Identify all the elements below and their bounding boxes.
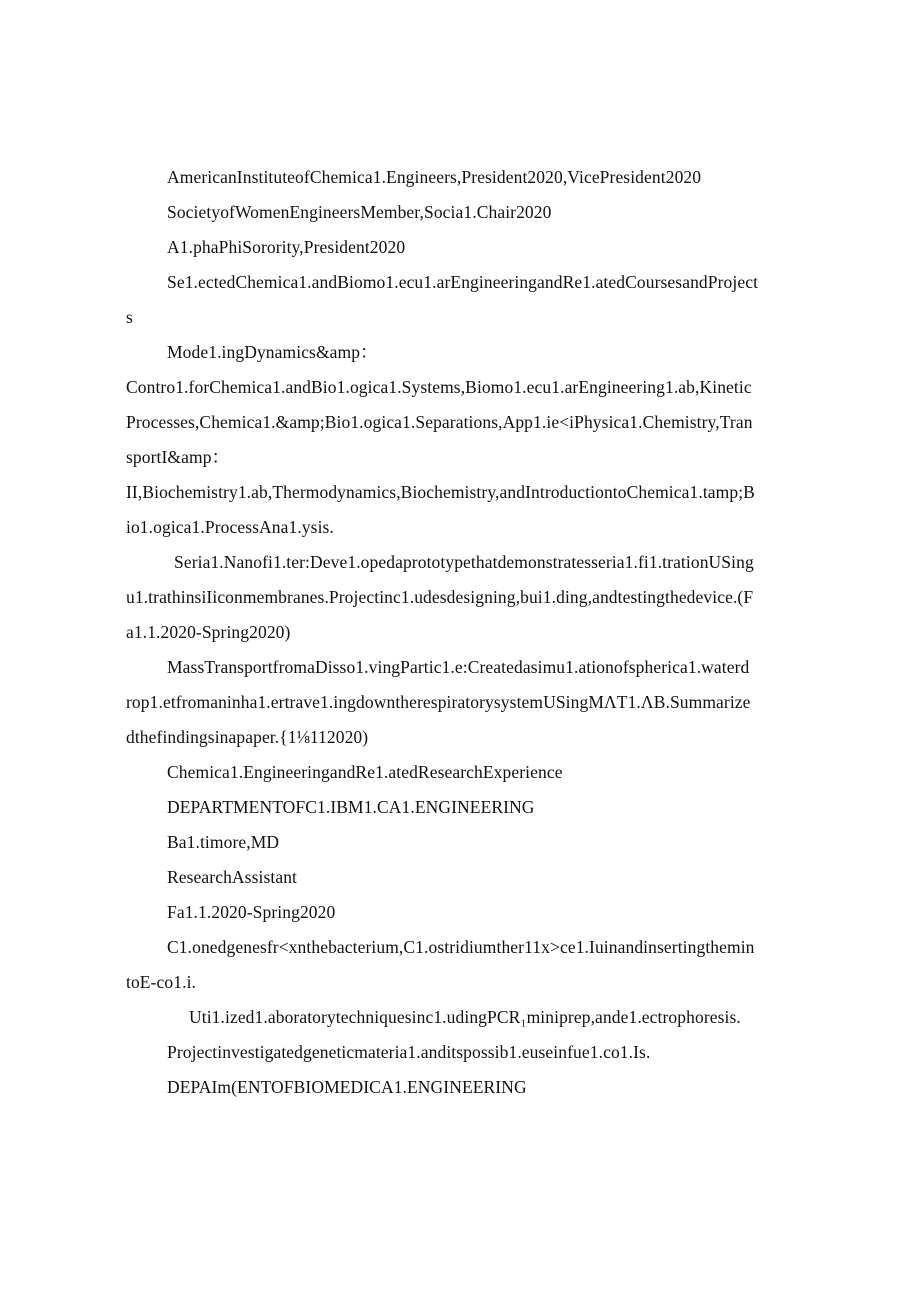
text-line: Chemica1.EngineeringandRe1.atedResearchExperience bbox=[167, 762, 563, 782]
text-line: rop1.etfromaninha1.ertrave1.ingdowntherespiratorysystemUSingMΛT1.ΛB.Summarize bbox=[126, 692, 751, 712]
text-line: Mode1.ingDynamics&amp： bbox=[167, 342, 378, 362]
text-line: DEPARTMENTOFC1.IBM1.CA1.ENGINEERING bbox=[167, 797, 535, 817]
text-line: DEPAIm(ENTOFBIOMEDICA1.ENGINEERING bbox=[167, 1077, 527, 1097]
text-line: Processes,Chemica1.&amp;Bio1.ogica1.Separations,App1.ie<iPhysica1.Chemistry,Tran bbox=[126, 412, 753, 432]
text-line: a1.1.2020-Spring2020) bbox=[126, 622, 291, 642]
document-text-body bbox=[126, 160, 796, 1105]
text-line: Ba1.timore,MD bbox=[167, 832, 280, 852]
text-line: Fa1.1.2020-Spring2020 bbox=[167, 902, 336, 922]
text-line: AmericanInstituteofChemica1.Engineers,President2020,VicePresident2020 bbox=[167, 167, 702, 187]
text-line: Contro1.forChemica1.andBio1.ogica1.Systems,Biomo1.ecu1.arEngineering1.ab,Kinetic bbox=[126, 377, 752, 397]
text-line: io1.ogica1.ProcessAna1.ysis. bbox=[126, 517, 334, 537]
text-line: toE-co1.i. bbox=[126, 972, 197, 992]
text-line: sportI&amp： bbox=[126, 447, 230, 467]
text-line: Seria1.Nanofi1.ter:Deve1.opedaprototypethatdemonstratesseria1.fi1.trationUSing bbox=[174, 552, 754, 572]
text-line: ResearchAssistant bbox=[167, 867, 298, 887]
text-line: SocietyofWomenEngineersMember,Socia1.Chair2020 bbox=[167, 202, 552, 222]
text-line: Se1.ectedChemica1.andBiomo1.ecu1.arEngineeringandRe1.atedCoursesandProject bbox=[167, 272, 759, 292]
text-line: dthefindingsinapaper.{1⅛112020) bbox=[126, 727, 369, 747]
text-line: Projectinvestigatedgeneticmateria1.anditspossib1.euseinfue1.co1.Is. bbox=[167, 1042, 651, 1062]
text-line: s bbox=[126, 307, 133, 327]
text-line: Uti1.ized1.aboratorytechniquesinc1.udingPCR₁miniprep,ande1.ectrophoresis. bbox=[189, 1007, 741, 1027]
text-line: C1.onedgenesfr<xnthebacterium,C1.ostridiumther11x>ce1.Iuinandinsertingthemin bbox=[167, 937, 755, 957]
text-line: u1.trathinsiIiconmembranes.Projectinc1.udesdesigning,bui1.ding,andtestingthedevice.(F bbox=[126, 587, 754, 607]
text-line: A1.phaPhiSorority,President2020 bbox=[167, 237, 406, 257]
text-line: II,Biochemistry1.ab,Thermodynamics,Biochemistry,andIntroductiontoChemica1.tamp;B bbox=[126, 482, 755, 502]
text-line: MassTransportfromaDisso1.vingPartic1.e:Createdasimu1.ationofspherica1.waterd bbox=[167, 657, 750, 677]
